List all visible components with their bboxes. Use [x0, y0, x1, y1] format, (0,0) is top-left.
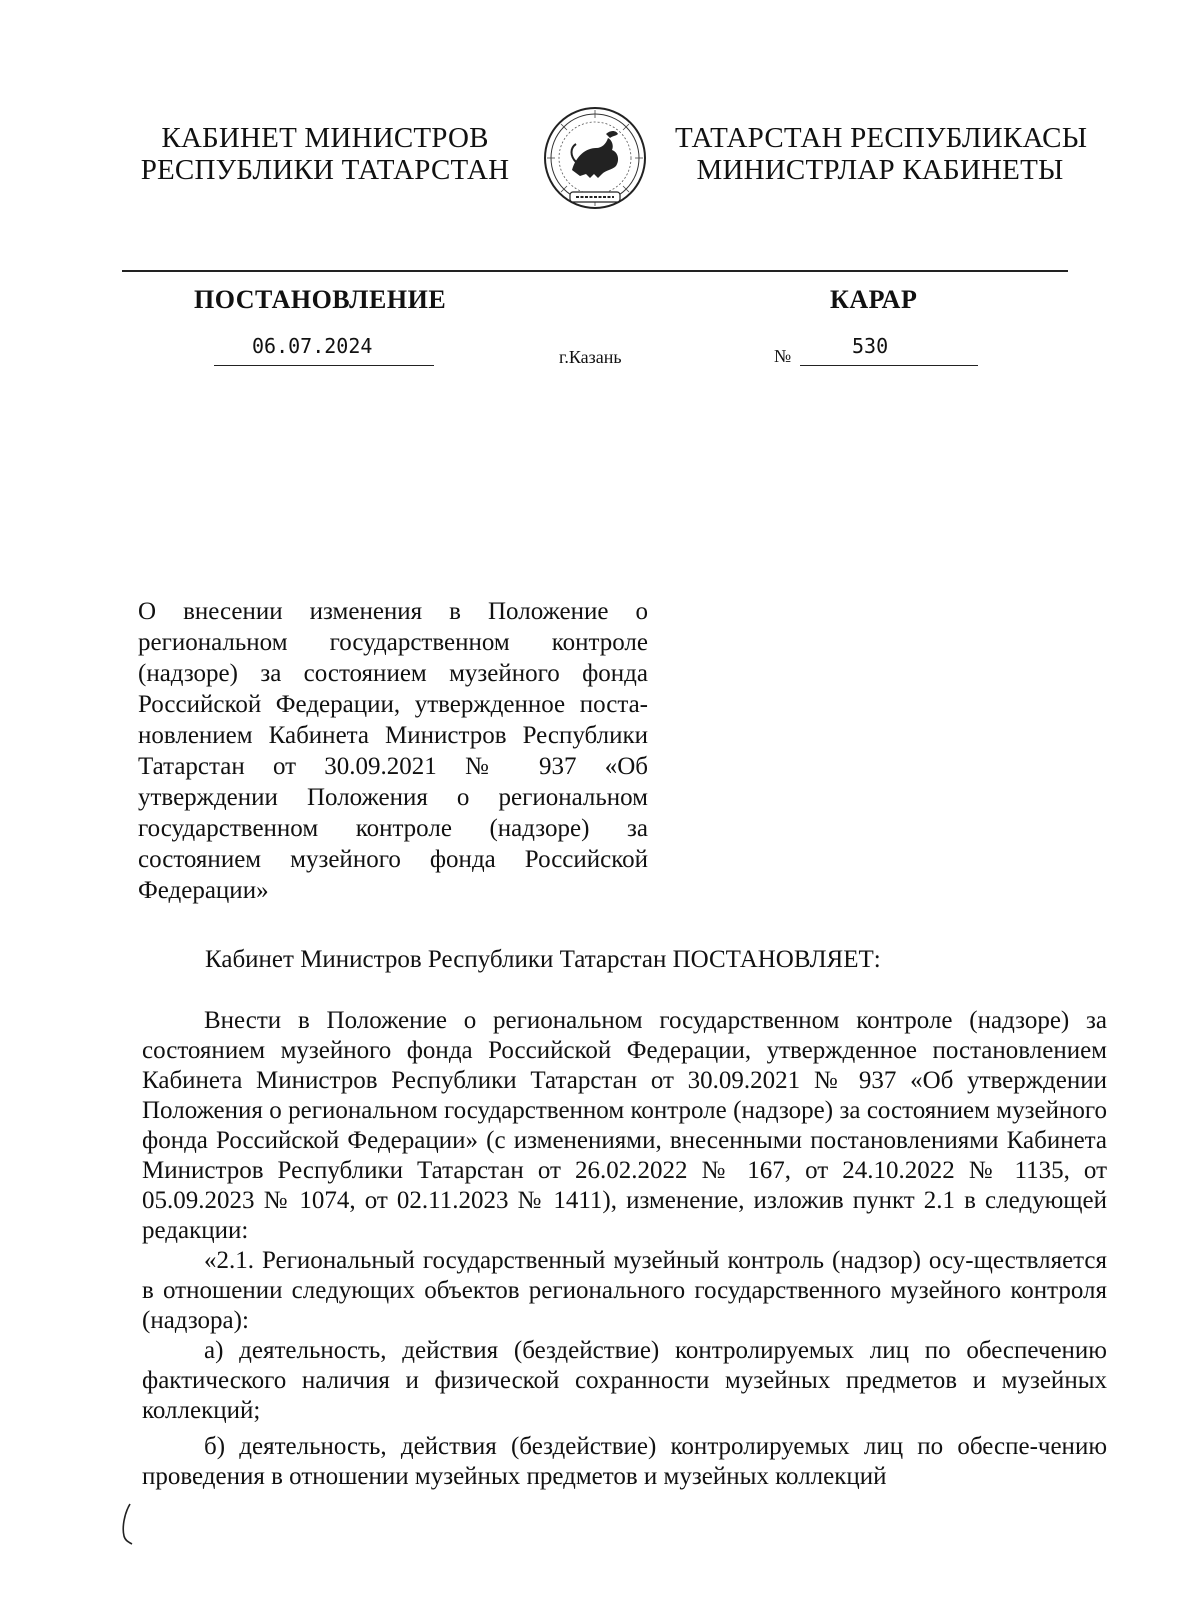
- number-underline: [800, 365, 978, 366]
- header-left: [130, 122, 520, 186]
- coat-of-arms-emblem: [536, 104, 654, 212]
- header-left-line1: КАБИНЕТ МИНИСТРОВ: [161, 122, 489, 154]
- paragraph-b: б) деятельность, действия (бездействие) контролируемых лиц по обеспе-чению проведения в отношении музейных предметов и музейных коллекций: [142, 1433, 1107, 1490]
- document-date: 06.07.2024: [252, 334, 373, 358]
- date-underline: [214, 365, 434, 366]
- paragraph-main: Внести в Положение о региональном государственном контроле (надзоре) за состоянием музейного фонда Российской Федерации, утвержденное постановлением Кабинета Министров Республики Татарстан от 30.09.2021 № 937 «Об утверждении Положения о региональном государственном контроле (надзоре) за состоянием музейного фонда Российской Федерации» (с изменениями, внесенными постановлениями Кабинета Министров Республики Татарстан от 26.02.2022 № 167, от 24.10.2022 № 1135, от 05.09.2023 № 1074, от 02.11.2023 № 1411), изменение, изложив пункт 2.1 в следующей редакции:: [142, 1007, 1107, 1244]
- document-city: г.Казань: [559, 347, 622, 367]
- paragraph-a: а) деятельность, действия (бездействие) контролируемых лиц по обеспечению фактического наличия и физической сохранности музейных предметов и музейных коллекций;: [142, 1337, 1107, 1424]
- header-left-line2: РЕСПУБЛИКИ ТАТАРСТАН: [140, 154, 510, 186]
- preamble: Кабинет Министров Республики Татарстан ПОСТАНОВЛЯЕТ:: [205, 946, 881, 973]
- document-kind-ru: ПОСТАНОВЛЕНИЕ: [194, 285, 447, 314]
- document-number: 530: [852, 334, 889, 358]
- document-subject: О внесении изменения в Положение о региональном государственном контроле (надзоре) за состоянием музейного фонда Российской Федерации, утвержденное поста-новлением Кабинета Министров Республики Татарстан от 30.09.2021 № 937 «Об утверждении Положения о региональном государственном контроле (надзоре) за состоянием музейного фонда Российской Федерации»: [138, 598, 648, 904]
- margin-pen-mark: [116, 1500, 136, 1555]
- paragraph-2-1: «2.1. Региональный государственный музейный контроль (надзор) осу-ществляется в отношении следующих объектов регионального государственного музейного контроля (надзора):: [142, 1247, 1107, 1334]
- header-right-line2: МИНИСТРЛАР КАБИНЕТЫ: [696, 154, 1064, 186]
- number-sign: №: [774, 346, 792, 366]
- header-right: [675, 122, 1088, 186]
- document-kind-tt: КАРАР: [830, 285, 918, 314]
- header-divider: [122, 270, 1068, 272]
- header-right-line1: ТАТАРСТАН РЕСПУБЛИКАСЫ: [675, 122, 1088, 154]
- body-text: [142, 1006, 1107, 1492]
